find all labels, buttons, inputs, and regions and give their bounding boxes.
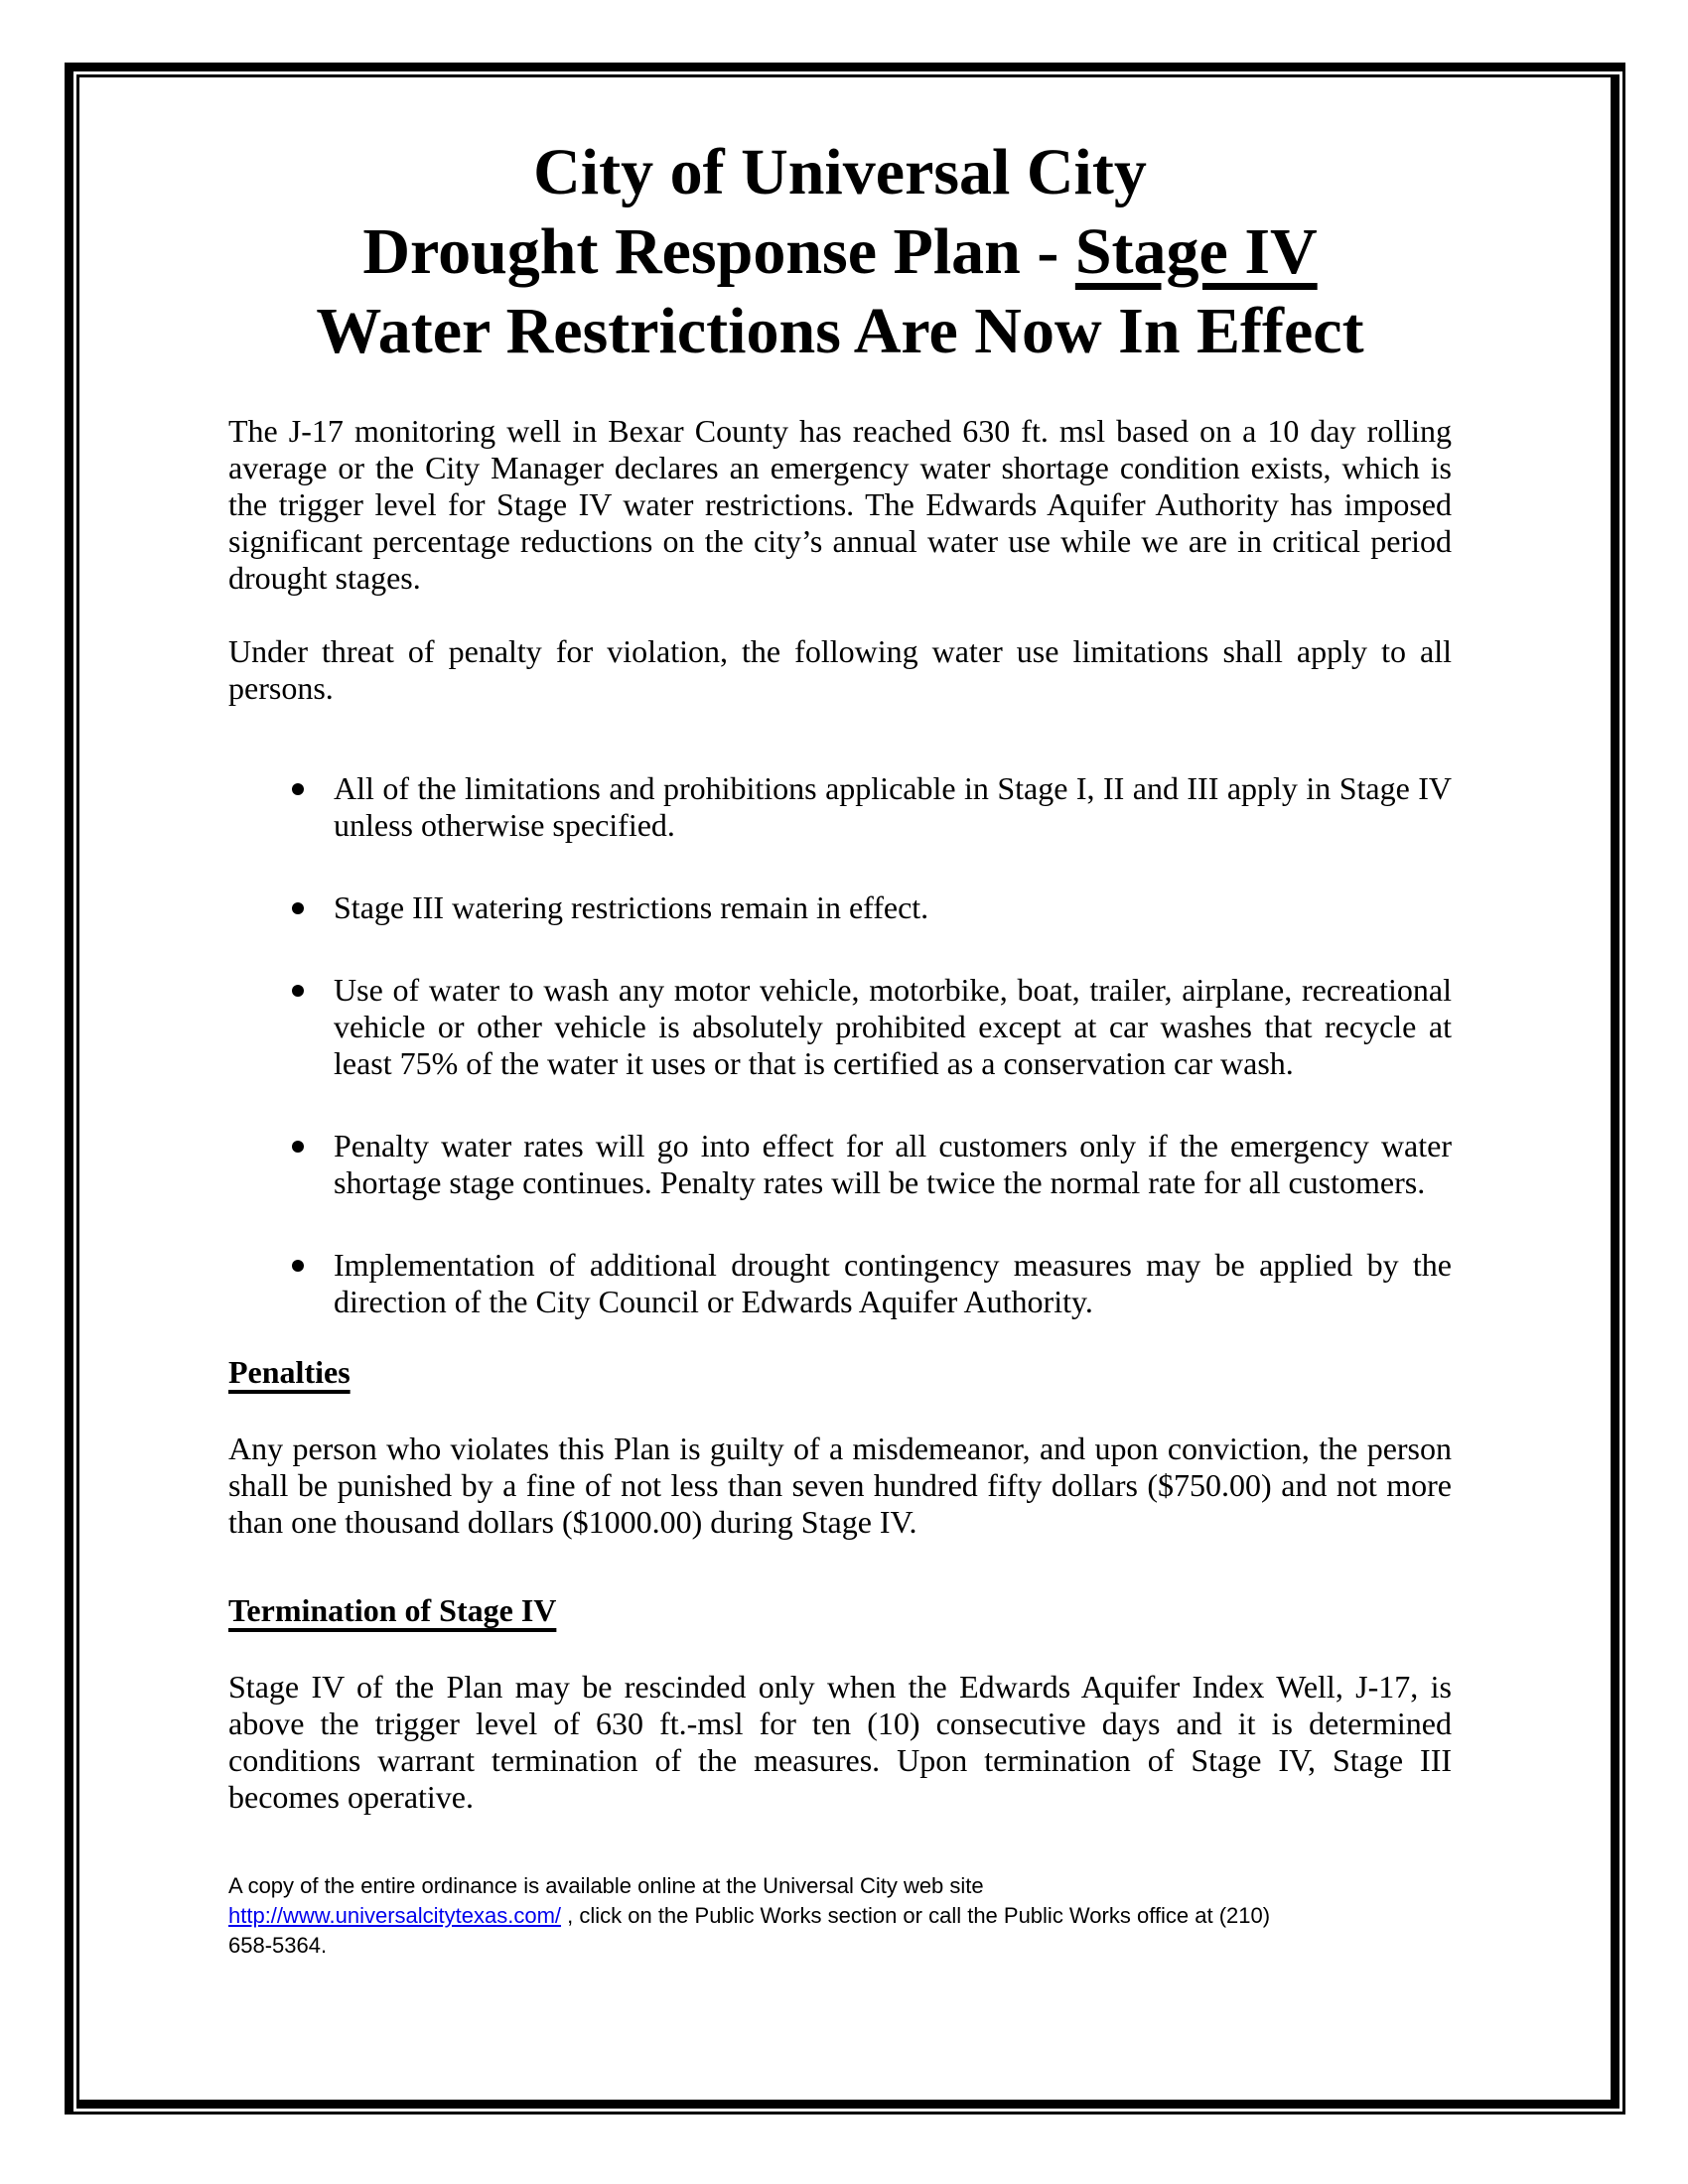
document-title (228, 133, 1452, 371)
penalties-heading: Penalties (228, 1354, 351, 1390)
footer-line2-text: , click on the Public Works section or call the Public Works office at (210) (561, 1903, 1271, 1928)
page-border-frame (65, 63, 1625, 2115)
termination-paragraph: Stage IV of the Plan may be rescinded only when the Edwards Aquifer Index Well, J-17, is above the trigger level of 630 ft.-msl for ten (10) consecutive days and it is determined conditions warrant termination of the measures. Upon termination of Stage IV, Stage III becomes operative. (228, 1669, 1452, 1815)
list-item-text: All of the limitations and prohibitions applicable in Stage I, II and III apply in Stage IV unless otherwise specified. (334, 770, 1452, 843)
bullet-icon (292, 902, 304, 914)
title-line2 (228, 212, 1452, 292)
bullet-icon (292, 1141, 304, 1153)
footer-line1: A copy of the entire ordinance is available online at the Universal City web site (228, 1873, 984, 1898)
list-item (228, 1247, 1452, 1320)
list-item (228, 770, 1452, 844)
bullet-icon (292, 1260, 304, 1272)
title-line3: Water Restrictions Are Now In Effect (316, 295, 1364, 367)
bullet-icon (292, 783, 304, 795)
title-line2-prefix: Drought Response Plan - (362, 215, 1075, 288)
list-item-text: Implementation of additional drought contingency measures may be applied by the direction of the City Council or Edwards Aquifer Authority. (334, 1247, 1452, 1319)
list-item (228, 889, 1452, 926)
restrictions-list (228, 770, 1452, 1320)
title-line2-stage-underlined: Stage IV (1074, 215, 1318, 288)
list-item-text: Stage III watering restrictions remain in effect. (334, 889, 929, 925)
intro-paragraph-1: The J-17 monitoring well in Bexar County has reached 630 ft. msl based on a 10 day rolling average or the City Manager declares an emergency water shortage condition exists, which is the trigger level for Stage IV water restrictions. The Edwards Aquifer Authority has imposed significant percentage reductions on the city’s annual water use while we are in critical period drought stages. (228, 413, 1452, 596)
title-line1: City of Universal City (533, 136, 1147, 208)
bullet-icon (292, 985, 304, 997)
penalties-paragraph: Any person who violates this Plan is guilty of a misdemeanor, and upon conviction, the person shall be punished by a fine of not less than seven hundred fifty dollars ($750.00) and not more than one thousand dollars ($1000.00) during Stage IV. (228, 1431, 1452, 1540)
intro-paragraph-2: Under threat of penalty for violation, the following water use limitations shall apply to all persons. (228, 633, 1452, 706)
list-item (228, 972, 1452, 1082)
list-item-text: Use of water to wash any motor vehicle, motorbike, boat, trailer, airplane, recreational vehicle or other vehicle is absolutely prohibited except at car washes that recycle at least 75% of the water it uses or that is certified as a conservation car wash. (334, 972, 1452, 1081)
footer-link[interactable]: http://www.universalcitytexas.com/ (228, 1903, 562, 1928)
termination-heading: Termination of Stage IV (228, 1592, 557, 1628)
footer-line2 (228, 1901, 1452, 1931)
document-content (79, 77, 1611, 2100)
list-item-text: Penalty water rates will go into effect for all customers only if the emergency water shortage stage continues. Penalty rates will be twice the normal rate for all customers. (334, 1128, 1452, 1200)
footer (228, 1871, 1452, 1961)
list-item (228, 1128, 1452, 1201)
footer-line3: 658-5364. (228, 1933, 328, 1958)
page-border-inner-rule (76, 74, 1619, 2109)
